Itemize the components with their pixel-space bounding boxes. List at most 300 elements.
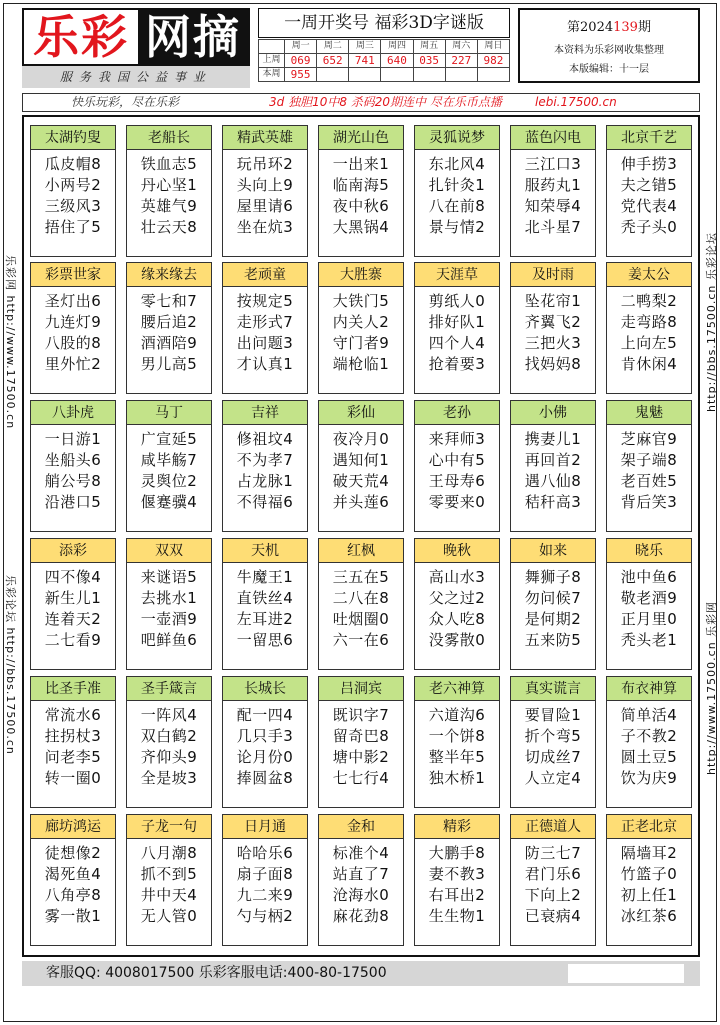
cell-author-title: 老顽童 xyxy=(223,263,307,287)
day-label: 周二 xyxy=(317,40,349,54)
riddle-item: 遇知何1 xyxy=(332,451,390,469)
puzzle-cell xyxy=(606,676,692,808)
riddle-item: 端枪临1 xyxy=(332,355,390,373)
puzzle-row xyxy=(24,676,698,808)
riddle-item: 八股的8 xyxy=(44,334,102,352)
riddle-item: 不为孝7 xyxy=(236,451,294,469)
cell-riddle-list xyxy=(607,425,691,513)
cell-author-title: 湖光山色 xyxy=(319,126,403,150)
riddle-item: 勺与柄2 xyxy=(236,907,294,925)
cell-author-title: 大胜寨 xyxy=(319,263,403,287)
riddle-item: 四个人4 xyxy=(428,334,486,352)
cell-riddle-list xyxy=(223,839,307,927)
puzzle-row xyxy=(24,400,698,532)
promo-url[interactable]: lebi.17500.cn xyxy=(535,95,617,109)
riddle-item: 肯休闲4 xyxy=(620,355,678,373)
puzzle-grid xyxy=(22,115,700,957)
riddle-item: 生生物1 xyxy=(428,907,486,925)
logo-text-wangzhai: 网摘 xyxy=(138,10,248,64)
riddle-item: 竹篮子0 xyxy=(620,865,678,883)
riddle-item: 齐翼飞2 xyxy=(524,313,582,331)
riddle-item: 整半年5 xyxy=(428,748,486,766)
day-label: 周日 xyxy=(477,40,509,54)
riddle-item: 扎针灸1 xyxy=(428,176,486,194)
cell-author-title: 正德道人 xyxy=(511,815,595,839)
riddle-item: 捂住了5 xyxy=(44,218,102,236)
puzzle-cell xyxy=(222,538,308,670)
riddle-item: 二鸭梨2 xyxy=(620,292,678,310)
cell-author-title: 马丁 xyxy=(127,401,211,425)
day-label: 周一 xyxy=(285,40,317,54)
riddle-item: 站直了7 xyxy=(332,865,390,883)
riddle-item: 腰后追2 xyxy=(140,313,198,331)
weekly-draw-box xyxy=(258,8,510,83)
draw-days-row xyxy=(259,40,510,54)
cell-author-title: 真实谎言 xyxy=(511,677,595,701)
cell-riddle-list xyxy=(511,150,595,238)
riddle-item: 不得福6 xyxy=(236,493,294,511)
riddle-item: 走弯路8 xyxy=(620,313,678,331)
riddle-item: 人立定4 xyxy=(524,769,582,787)
slogan: 服务我国公益事业 xyxy=(22,66,250,88)
riddle-item: 夜冷月0 xyxy=(332,430,390,448)
riddle-item: 牛魔王1 xyxy=(236,568,294,586)
cell-riddle-list xyxy=(319,425,403,513)
riddle-item: 东北风4 xyxy=(428,155,486,173)
cell-riddle-list xyxy=(511,287,595,375)
cell-riddle-list xyxy=(127,150,211,238)
riddle-item: 标准个4 xyxy=(332,844,390,862)
cell-riddle-list xyxy=(127,839,211,927)
riddle-item: 全是坡3 xyxy=(140,769,198,787)
riddle-item: 一留思6 xyxy=(236,631,294,649)
riddle-item: 吐烟圈0 xyxy=(332,610,390,628)
riddle-item: 简单活4 xyxy=(620,706,678,724)
promo-bar xyxy=(22,93,700,112)
riddle-item: 遇八仙8 xyxy=(524,472,582,490)
riddle-item: 九二来9 xyxy=(236,886,294,904)
draw-number: 741 xyxy=(349,54,381,68)
cell-riddle-list xyxy=(607,563,691,651)
cell-riddle-list xyxy=(415,563,499,651)
riddle-item: 众人吃8 xyxy=(428,610,486,628)
puzzle-cell xyxy=(606,400,692,532)
riddle-item: 要冒险1 xyxy=(524,706,582,724)
riddle-item: 屋里请6 xyxy=(236,197,294,215)
puzzle-cell xyxy=(510,400,596,532)
riddle-item: 妻不教3 xyxy=(428,865,486,883)
cell-riddle-list xyxy=(31,150,115,238)
riddle-item: 池中鱼6 xyxy=(620,568,678,586)
riddle-item: 二八在8 xyxy=(332,589,390,607)
cell-author-title: 日月通 xyxy=(223,815,307,839)
cell-author-title: 晚秋 xyxy=(415,539,499,563)
riddle-item: 守门者9 xyxy=(332,334,390,352)
riddle-item: 携妻儿1 xyxy=(524,430,582,448)
draw-number: 227 xyxy=(445,54,477,68)
riddle-item: 勿问候7 xyxy=(524,589,582,607)
contact-info: 客服QQ: 4008017500 乐彩客服电话:400-80-17500 xyxy=(46,965,387,981)
cell-author-title: 如来 xyxy=(511,539,595,563)
issue-num: 139 xyxy=(613,20,638,35)
side-text-right-top: http://bbs.17500.cn 乐彩论坛 xyxy=(705,232,718,412)
riddle-item: 英雄气9 xyxy=(140,197,198,215)
puzzle-cell xyxy=(30,814,116,946)
puzzle-cell xyxy=(126,538,212,670)
editor-credit: 本版编辑：十一层 xyxy=(569,64,649,75)
riddle-item: 井中天4 xyxy=(140,886,198,904)
logo xyxy=(22,8,250,66)
riddle-item: 坠花帘1 xyxy=(524,292,582,310)
riddle-item: 齐仰头9 xyxy=(140,748,198,766)
riddle-item: 老百姓5 xyxy=(620,472,678,490)
riddle-item: 去挑水1 xyxy=(140,589,198,607)
cell-riddle-list xyxy=(511,701,595,789)
cell-author-title: 天涯草 xyxy=(415,263,499,287)
riddle-item: 北斗星7 xyxy=(524,218,582,236)
puzzle-cell xyxy=(30,676,116,808)
riddle-item: 丹心坚1 xyxy=(140,176,198,194)
cell-author-title: 金和 xyxy=(319,815,403,839)
cell-author-title: 太湖钓叟 xyxy=(31,126,115,150)
riddle-item: 连着天2 xyxy=(44,610,102,628)
puzzle-cell xyxy=(318,538,404,670)
riddle-item: 零七和7 xyxy=(140,292,198,310)
puzzle-cell xyxy=(30,262,116,394)
puzzle-cell xyxy=(414,676,500,808)
riddle-item: 一壶酒9 xyxy=(140,610,198,628)
source-note: 本资料为乐彩网收集整理 xyxy=(554,45,664,56)
riddle-item: 防三七7 xyxy=(524,844,582,862)
riddle-item: 偃蹇骥4 xyxy=(140,493,198,511)
cell-riddle-list xyxy=(319,563,403,651)
cell-author-title: 蓝色闪电 xyxy=(511,126,595,150)
puzzle-cell xyxy=(126,814,212,946)
riddle-item: 雾一散1 xyxy=(44,907,102,925)
day-label: 周六 xyxy=(445,40,477,54)
riddle-item: 问老李5 xyxy=(44,748,102,766)
riddle-item: 折个弯5 xyxy=(524,727,582,745)
cell-author-title: 吉祥 xyxy=(223,401,307,425)
cell-author-title: 吕洞宾 xyxy=(319,677,403,701)
cell-author-title: 长城长 xyxy=(223,677,307,701)
cell-author-title: 双双 xyxy=(127,539,211,563)
riddle-item: 按规定5 xyxy=(236,292,294,310)
cell-author-title: 北京千艺 xyxy=(607,126,691,150)
draw-number: 652 xyxy=(317,54,349,68)
cell-author-title: 及时雨 xyxy=(511,263,595,287)
riddle-item: 背后笑3 xyxy=(620,493,678,511)
cell-author-title: 红枫 xyxy=(319,539,403,563)
riddle-item: 哈哈乐6 xyxy=(236,844,294,862)
riddle-item: 坐船头6 xyxy=(44,451,102,469)
riddle-item: 三级风3 xyxy=(44,197,102,215)
riddle-item: 破天荒4 xyxy=(332,472,390,490)
cell-author-title: 彩票世家 xyxy=(31,263,115,287)
riddle-item: 景与情2 xyxy=(428,218,486,236)
cell-riddle-list xyxy=(127,287,211,375)
puzzle-cell xyxy=(606,125,692,257)
riddle-item: 新生儿1 xyxy=(44,589,102,607)
riddle-item: 秸秆高3 xyxy=(524,493,582,511)
riddle-item: 麻花劲8 xyxy=(332,907,390,925)
cell-riddle-list xyxy=(319,150,403,238)
draw-number xyxy=(317,68,349,82)
cell-author-title: 精彩 xyxy=(415,815,499,839)
cell-riddle-list xyxy=(607,150,691,238)
draw-number: 640 xyxy=(381,54,413,68)
riddle-item: 抢着要3 xyxy=(428,355,486,373)
issue-box xyxy=(518,8,700,83)
cell-author-title: 彩仙 xyxy=(319,401,403,425)
riddle-item: 沧海水0 xyxy=(332,886,390,904)
promo-slogan: 快乐玩彩，尽在乐彩 xyxy=(71,95,180,109)
riddle-item: 转一圈0 xyxy=(44,769,102,787)
cell-riddle-list xyxy=(415,287,499,375)
riddle-item: 塘中影2 xyxy=(332,748,390,766)
riddle-item: 八月潮8 xyxy=(140,844,198,862)
cell-riddle-list xyxy=(319,701,403,789)
cell-riddle-list xyxy=(511,839,595,927)
riddle-item: 玩吊环2 xyxy=(236,155,294,173)
riddle-item: 一出来1 xyxy=(332,155,390,173)
riddle-item: 冰红茶6 xyxy=(620,907,678,925)
cell-riddle-list xyxy=(127,563,211,651)
riddle-item: 来谜语5 xyxy=(140,568,198,586)
riddle-item: 饮为庆9 xyxy=(620,769,678,787)
puzzle-cell xyxy=(414,400,500,532)
draw-number xyxy=(477,68,509,82)
cell-riddle-list xyxy=(319,839,403,927)
riddle-item: 夜中秋6 xyxy=(332,197,390,215)
cell-riddle-list xyxy=(127,701,211,789)
riddle-item: 架子端8 xyxy=(620,451,678,469)
riddle-item: 排好队1 xyxy=(428,313,486,331)
footer-bar xyxy=(22,961,700,986)
riddle-item: 壮云天8 xyxy=(140,218,198,236)
riddle-item: 六一在6 xyxy=(332,631,390,649)
cell-riddle-list xyxy=(31,839,115,927)
riddle-item: 再回首2 xyxy=(524,451,582,469)
riddle-item: 并头莲6 xyxy=(332,493,390,511)
riddle-item: 隔墙耳2 xyxy=(620,844,678,862)
riddle-item: 沿港口5 xyxy=(44,493,102,511)
cell-author-title: 子龙一句 xyxy=(127,815,211,839)
riddle-item: 艄公号8 xyxy=(44,472,102,490)
puzzle-cell xyxy=(126,125,212,257)
riddle-item: 配一四4 xyxy=(236,706,294,724)
riddle-item: 一个饼8 xyxy=(428,727,486,745)
puzzle-row xyxy=(24,125,698,257)
cell-author-title: 八卦虎 xyxy=(31,401,115,425)
riddle-item: 子不教2 xyxy=(620,727,678,745)
cell-riddle-list xyxy=(607,287,691,375)
draw-number xyxy=(349,68,381,82)
cell-author-title: 廊坊鸿运 xyxy=(31,815,115,839)
riddle-item: 几只手3 xyxy=(236,727,294,745)
riddle-item: 大铁门5 xyxy=(332,292,390,310)
riddle-item: 心中有5 xyxy=(428,451,486,469)
riddle-item: 拄拐杖3 xyxy=(44,727,102,745)
riddle-item: 大黑锅4 xyxy=(332,218,390,236)
day-label: 周五 xyxy=(413,40,445,54)
puzzle-cell xyxy=(318,814,404,946)
riddle-item: 芝麻官9 xyxy=(620,430,678,448)
riddle-item: 服药丸1 xyxy=(524,176,582,194)
cell-author-title: 精武英雄 xyxy=(223,126,307,150)
riddle-item: 灵舆位2 xyxy=(140,472,198,490)
puzzle-cell xyxy=(606,538,692,670)
riddle-item: 一阵风4 xyxy=(140,706,198,724)
riddle-item: 剪纸人0 xyxy=(428,292,486,310)
cell-author-title: 老六神算 xyxy=(415,677,499,701)
cell-riddle-list xyxy=(223,563,307,651)
riddle-item: 来拜师3 xyxy=(428,430,486,448)
puzzle-row xyxy=(24,814,698,946)
riddle-item: 二七看9 xyxy=(44,631,102,649)
riddle-item: 圆土豆5 xyxy=(620,748,678,766)
cell-riddle-list xyxy=(415,701,499,789)
puzzle-row xyxy=(24,262,698,394)
riddle-item: 扇子面8 xyxy=(236,865,294,883)
riddle-item: 独木桥1 xyxy=(428,769,486,787)
puzzle-cell xyxy=(510,538,596,670)
riddle-item: 秃子头0 xyxy=(620,218,678,236)
cell-author-title: 晓乐 xyxy=(607,539,691,563)
riddle-item: 广宣延5 xyxy=(140,430,198,448)
riddle-item: 是何期2 xyxy=(524,610,582,628)
side-text-right-bottom: http://www.17500.cn 乐彩网 xyxy=(705,600,718,775)
riddle-item: 男儿高5 xyxy=(140,355,198,373)
riddle-item: 论月份0 xyxy=(236,748,294,766)
cell-riddle-list xyxy=(31,287,115,375)
riddle-item: 初上任1 xyxy=(620,886,678,904)
riddle-item: 右耳出2 xyxy=(428,886,486,904)
riddle-item: 常流水6 xyxy=(44,706,102,724)
logo-text-lecai: 乐彩 xyxy=(33,10,129,64)
footer-blank-box xyxy=(568,964,684,983)
puzzle-cell xyxy=(414,262,500,394)
side-text-left-bottom: 乐彩论坛 http://bbs.17500.cn xyxy=(4,575,17,755)
day-label: 周三 xyxy=(349,40,381,54)
riddle-item: 五来防5 xyxy=(524,631,582,649)
cell-riddle-list xyxy=(511,563,595,651)
puzzle-cell xyxy=(222,676,308,808)
riddle-item: 找妈妈8 xyxy=(524,355,582,373)
puzzle-cell xyxy=(510,125,596,257)
riddle-item: 徒想像2 xyxy=(44,844,102,862)
riddle-item: 占龙脉1 xyxy=(236,472,294,490)
puzzle-cell xyxy=(606,814,692,946)
cell-riddle-list xyxy=(415,839,499,927)
riddle-item: 三江口3 xyxy=(524,155,582,173)
cell-riddle-list xyxy=(223,425,307,513)
promo-tip: 3d 独胆10中8 杀码20期连中 尽在乐币点播 xyxy=(269,95,502,109)
draw-title: 一周开奖号 福彩3D字谜版 xyxy=(258,8,510,38)
cell-riddle-list xyxy=(31,701,115,789)
puzzle-cell xyxy=(126,262,212,394)
draw-number xyxy=(445,68,477,82)
riddle-item: 内关人2 xyxy=(332,313,390,331)
day-label: 周四 xyxy=(381,40,413,54)
riddle-item: 抓不到5 xyxy=(140,865,198,883)
cell-riddle-list xyxy=(415,425,499,513)
cell-author-title: 圣手箴言 xyxy=(127,677,211,701)
riddle-item: 下向上2 xyxy=(524,886,582,904)
riddle-item: 咸毕觞7 xyxy=(140,451,198,469)
cell-riddle-list xyxy=(415,150,499,238)
puzzle-cell xyxy=(414,538,500,670)
riddle-item: 九连灯9 xyxy=(44,313,102,331)
riddle-item: 没雾散0 xyxy=(428,631,486,649)
riddle-item: 高山水3 xyxy=(428,568,486,586)
cell-author-title: 天机 xyxy=(223,539,307,563)
cell-author-title: 缘来缘去 xyxy=(127,263,211,287)
puzzle-cell xyxy=(318,125,404,257)
cell-riddle-list xyxy=(607,701,691,789)
riddle-item: 吧鲜鱼6 xyxy=(140,631,198,649)
cell-author-title: 小佛 xyxy=(511,401,595,425)
riddle-item: 出问题3 xyxy=(236,334,294,352)
cell-author-title: 布衣神算 xyxy=(607,677,691,701)
riddle-item: 六道沟6 xyxy=(428,706,486,724)
riddle-item: 四不像4 xyxy=(44,568,102,586)
riddle-item: 坐在炕3 xyxy=(236,218,294,236)
puzzle-cell xyxy=(510,262,596,394)
riddle-item: 父之过2 xyxy=(428,589,486,607)
puzzle-cell xyxy=(606,262,692,394)
riddle-item: 三五在5 xyxy=(332,568,390,586)
riddle-item: 切成丝7 xyxy=(524,748,582,766)
riddle-item: 王母寿6 xyxy=(428,472,486,490)
cell-riddle-list xyxy=(319,287,403,375)
puzzle-cell xyxy=(222,262,308,394)
riddle-item: 走形式7 xyxy=(236,313,294,331)
riddle-item: 瓜皮帽8 xyxy=(44,155,102,173)
puzzle-cell xyxy=(414,125,500,257)
riddle-item: 已衰病4 xyxy=(524,907,582,925)
riddle-item: 三把火3 xyxy=(524,334,582,352)
riddle-item: 夫之错5 xyxy=(620,176,678,194)
puzzle-cell xyxy=(414,814,500,946)
riddle-item: 留奇巴8 xyxy=(332,727,390,745)
riddle-item: 双白鹤2 xyxy=(140,727,198,745)
riddle-item: 大鹏手8 xyxy=(428,844,486,862)
riddle-item: 正月里0 xyxy=(620,610,678,628)
puzzle-cell xyxy=(318,262,404,394)
cell-author-title: 比圣手准 xyxy=(31,677,115,701)
puzzle-cell xyxy=(222,400,308,532)
cell-riddle-list xyxy=(127,425,211,513)
riddle-item: 既识字7 xyxy=(332,706,390,724)
this-week-row xyxy=(259,68,510,82)
draw-number: 035 xyxy=(413,54,445,68)
cell-riddle-list xyxy=(223,287,307,375)
cell-author-title: 正老北京 xyxy=(607,815,691,839)
puzzle-cell xyxy=(30,125,116,257)
riddle-item: 秃头老1 xyxy=(620,631,678,649)
draw-number: 982 xyxy=(477,54,509,68)
puzzle-cell xyxy=(126,400,212,532)
puzzle-cell xyxy=(30,538,116,670)
riddle-item: 一日游1 xyxy=(44,430,102,448)
riddle-item: 才认真1 xyxy=(236,355,294,373)
cell-author-title: 老船长 xyxy=(127,126,211,150)
cell-author-title: 老孙 xyxy=(415,401,499,425)
puzzle-cell xyxy=(222,814,308,946)
riddle-item: 酒酒陪9 xyxy=(140,334,198,352)
riddle-item: 左耳进2 xyxy=(236,610,294,628)
